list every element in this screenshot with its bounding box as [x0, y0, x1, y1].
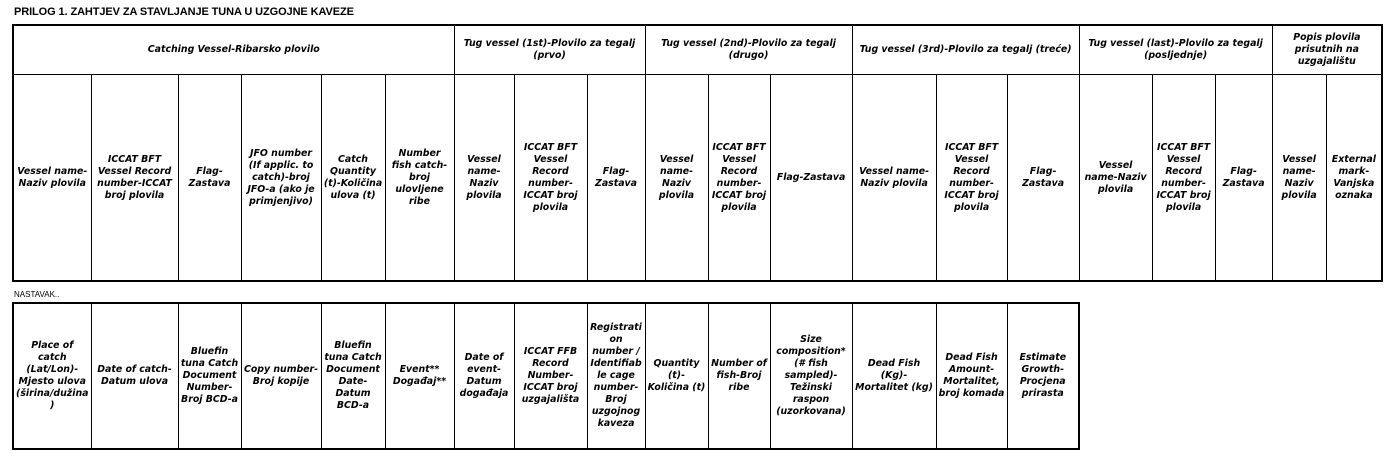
column-header: JFO number (If applic. to catch)-broj JFO-a (ako je primjenjivo): [241, 75, 321, 282]
column-header: ICCAT BFT Vessel Record number-ICCAT broj plovila: [708, 75, 770, 282]
group-tug-vessel-2: Tug vessel (2nd)-Plovilo za tegalj (drugo): [645, 25, 852, 75]
column-header-row: [13, 75, 1382, 282]
column-header: Flag-Zastava: [587, 75, 645, 282]
column-header: Date of event-Datum događaja: [454, 303, 514, 449]
group-tug-vessel-3: Tug vessel (3rd)-Plovilo za tegalj (treće): [852, 25, 1079, 75]
column-header: ICCAT BFT Vessel Record number-ICCAT broj plovila: [1152, 75, 1215, 282]
column-header: Event** Događaj**: [385, 303, 454, 449]
group-tug-vessel-last: Tug vessel (last)-Plovilo za tegalj (posljednje): [1079, 25, 1272, 75]
column-header: Registration number / Identifiable cage number-Broj uzgojnog kaveza: [587, 303, 645, 449]
column-header: Number fish catch-broj ulovljene ribe: [385, 75, 454, 282]
column-header: Catch Quantity (t)-Količina ulova (t): [321, 75, 385, 282]
column-header: External mark-Vanjska oznaka: [1326, 75, 1382, 282]
group-farm-vessels: Popis plovila prisutnih na uzgajalištu: [1272, 25, 1382, 75]
column-header: Flag-Zastava: [178, 75, 241, 282]
column-header: Number of fish-Broj ribe: [708, 303, 770, 449]
column-header: Estimate Growth-Procjena prirasta: [1007, 303, 1079, 449]
column-header: Bluefin tuna Catch Document Number-Broj BCD-a: [178, 303, 241, 449]
column-header: Flag-Zastava: [1215, 75, 1272, 282]
column-header: ICCAT BFT Vessel Record number-ICCAT broj plovila: [91, 75, 178, 282]
column-header: Vessel name-Naziv plovila: [645, 75, 708, 282]
column-header: Quantity (t)-Količina (t): [645, 303, 708, 449]
column-header: Vessel name-Naziv plovila: [1272, 75, 1326, 282]
column-header: Vessel name-Naziv plovila: [454, 75, 514, 282]
column-header: Size composition* (# fish sampled)-Težinski raspon (uzorkovana): [770, 303, 852, 449]
column-header: ICCAT BFT Vessel Record number-ICCAT broj plovila: [514, 75, 587, 282]
column-header: Bluefin tuna Catch Document Date-Datum BCD-a: [321, 303, 385, 449]
vessels-table: [12, 24, 1383, 282]
column-header: Dead Fish (Kg)-Mortalitet (kg): [852, 303, 936, 449]
column-header: Vessel name-Naziv plovila: [13, 75, 91, 282]
form-title: PRILOG 1. ZAHTJEV ZA STAVLJANJE TUNA U UZGOJNE KAVEZE: [14, 6, 354, 18]
column-header: Date of catch-Datum ulova: [91, 303, 178, 449]
column-header: Copy number-Broj kopije: [241, 303, 321, 449]
column-header: ICCAT FFB Record Number-ICCAT broj uzgajališta: [514, 303, 587, 449]
column-header: ICCAT BFT Vessel Record number-ICCAT broj plovila: [936, 75, 1007, 282]
column-header: Dead Fish Amount-Mortalitet, broj komada: [936, 303, 1007, 449]
column-header-row-2: [13, 303, 1079, 449]
column-header: Vessel name-Naziv plovila: [852, 75, 936, 282]
column-header: Vessel name-Naziv plovila: [1079, 75, 1152, 282]
group-catching-vessel: Catching Vessel-Ribarsko plovilo: [13, 25, 454, 75]
group-tug-vessel-1: Tug vessel (1st)-Plovilo za tegalj (prvo): [454, 25, 645, 75]
column-header: Flag-Zastava: [1007, 75, 1079, 282]
continuation-label: NASTAVAK..: [14, 290, 60, 299]
column-header: Flag-Zastava: [770, 75, 852, 282]
group-header-row: [13, 25, 1382, 75]
continuation-table: [12, 302, 1080, 450]
column-header: Place of catch (Lat/Lon)-Mjesto ulova (širina/dužina): [13, 303, 91, 449]
